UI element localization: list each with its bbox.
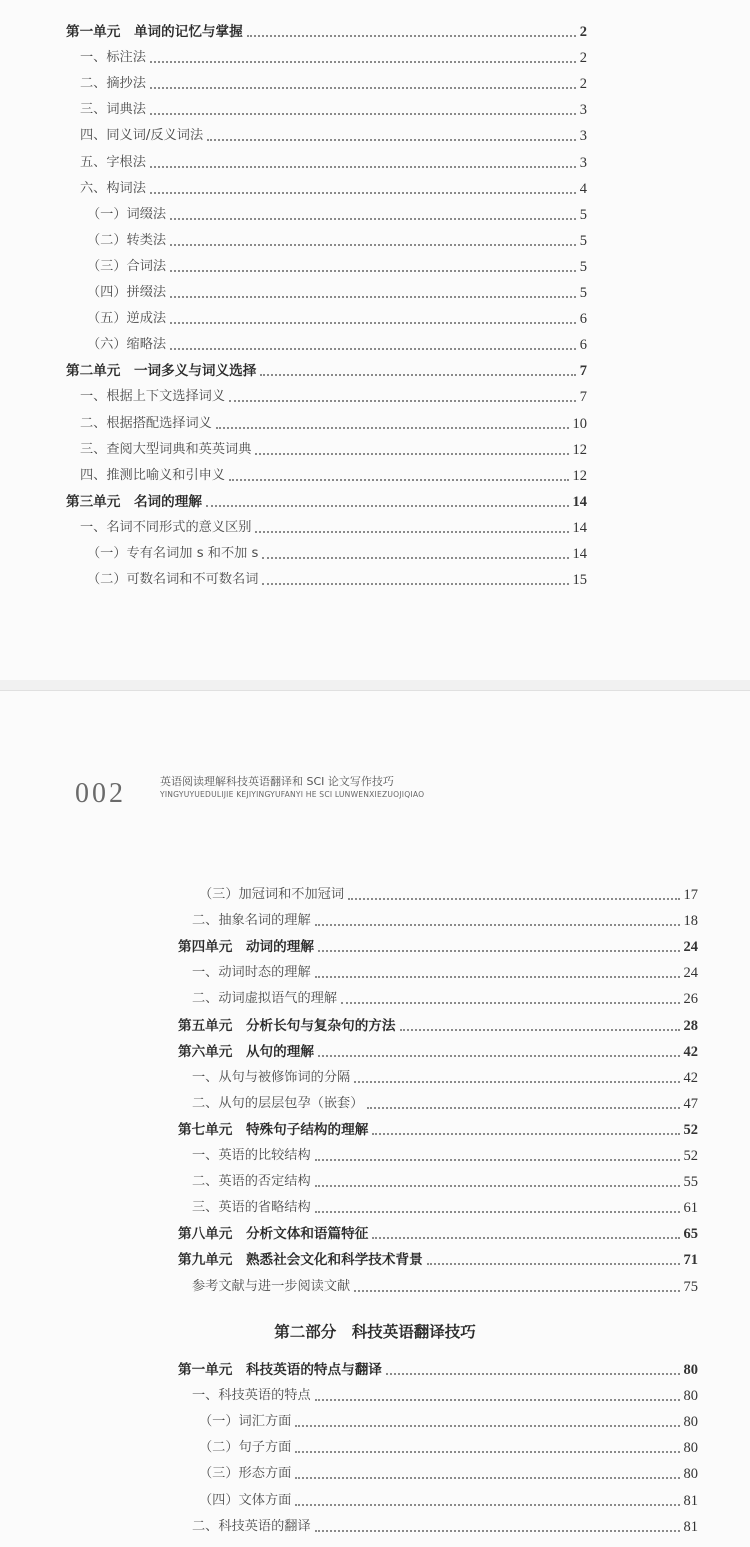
toc-entry — [66, 118, 587, 144]
toc-list-top — [66, 14, 587, 588]
toc-entry-page: 26 — [683, 991, 698, 1008]
toc-entry-label: 二、根据搭配选择词义 — [80, 415, 212, 431]
toc-leader-dots — [247, 34, 576, 37]
toc-entry-page: 52 — [683, 1121, 698, 1138]
toc-entry-page: 5 — [579, 232, 587, 249]
toc-entry-page: 7 — [579, 389, 587, 406]
toc-entry-label: 四、推测比喻义和引申义 — [80, 467, 226, 483]
toc-entry — [178, 1509, 698, 1535]
toc-leader-dots — [372, 1236, 679, 1239]
toc-entry — [66, 275, 587, 301]
toc-entry-label: 第七单元 特殊句子结构的理解 — [178, 1121, 369, 1138]
toc-leader-dots — [400, 1028, 680, 1031]
toc-leader-dots — [341, 1001, 679, 1004]
toc-entry — [66, 536, 587, 562]
toc-entry-page: 5 — [579, 206, 587, 223]
toc-entry-page: 55 — [683, 1174, 698, 1191]
toc-entry-page: 3 — [579, 102, 587, 119]
toc-entry-page: 6 — [579, 337, 587, 354]
toc-entry — [66, 14, 587, 40]
toc-leader-dots — [315, 1184, 680, 1187]
toc-entry — [178, 1164, 698, 1190]
toc-entry-label: （六）缩略法 — [87, 337, 167, 353]
toc-entry — [178, 1456, 698, 1482]
toc-entry — [178, 1034, 698, 1060]
toc-leader-dots — [170, 217, 576, 220]
toc-entry-page: 14 — [572, 519, 587, 536]
toc-entry-label: （一）词汇方面 — [199, 1414, 292, 1430]
toc-leader-dots — [295, 1424, 679, 1427]
toc-entry-page: 24 — [683, 965, 698, 982]
toc-entry-page: 3 — [579, 128, 587, 145]
toc-entry-label: 五、字根法 — [80, 154, 146, 170]
toc-entry-page: 2 — [579, 24, 587, 41]
toc-entry — [178, 1404, 698, 1430]
toc-leader-dots — [255, 452, 568, 455]
toc-list-bottom — [178, 877, 698, 1295]
toc-entry-label: 一、标注法 — [80, 50, 146, 66]
toc-leader-dots — [150, 60, 576, 63]
toc-entry-page: 71 — [683, 1252, 698, 1269]
toc-entry — [66, 301, 587, 327]
toc-entry-label: 第二单元 一词多义与词义选择 — [66, 363, 257, 380]
toc-leader-dots — [229, 478, 568, 481]
toc-entry-page: 12 — [572, 467, 587, 484]
toc-entry — [178, 1060, 698, 1086]
toc-leader-dots — [170, 321, 576, 324]
toc-entry-label: 第四单元 动词的理解 — [178, 939, 314, 956]
toc-entry — [66, 223, 587, 249]
toc-entry — [66, 144, 587, 170]
toc-leader-dots — [318, 949, 680, 952]
toc-entry — [178, 1482, 698, 1508]
toc-entry-page: 61 — [683, 1200, 698, 1217]
toc-entry-label: 第一单元 科技英语的特点与翻译 — [178, 1362, 382, 1379]
toc-leader-dots — [318, 1054, 680, 1057]
toc-entry-label: （二）可数名词和不可数名词 — [87, 572, 259, 588]
toc-entry-page: 47 — [683, 1095, 698, 1112]
toc-entry-page: 80 — [683, 1388, 698, 1405]
toc-entry-page: 18 — [683, 913, 698, 930]
toc-leader-dots — [295, 1503, 679, 1506]
toc-entry-label: （一）专有名词加 s 和不加 s — [87, 545, 259, 561]
toc-entry-label: 第三单元 名词的理解 — [66, 493, 202, 510]
toc-leader-dots — [170, 347, 576, 350]
toc-entry — [66, 405, 587, 431]
toc-entry — [66, 66, 587, 92]
toc-entry-page: 2 — [579, 76, 587, 93]
toc-leader-dots — [427, 1262, 680, 1265]
toc-list-part2 — [178, 1352, 698, 1535]
toc-leader-dots — [354, 1080, 679, 1083]
toc-leader-dots — [315, 975, 680, 978]
toc-leader-dots — [386, 1372, 680, 1375]
toc-leader-dots — [207, 138, 576, 141]
toc-entry — [66, 92, 587, 118]
toc-leader-dots — [150, 86, 576, 89]
toc-leader-dots — [150, 112, 576, 115]
toc-entry-label: （四）文体方面 — [199, 1492, 292, 1508]
toc-entry-label: 第五单元 分析长句与复杂句的方法 — [178, 1017, 396, 1034]
toc-entry — [66, 197, 587, 223]
toc-entry-page: 7 — [579, 363, 587, 380]
toc-entry — [178, 1216, 698, 1242]
toc-leader-dots — [295, 1450, 679, 1453]
toc-leader-dots — [260, 373, 575, 376]
toc-entry — [178, 877, 698, 903]
toc-entry-label: 一、根据上下文选择词义 — [80, 389, 226, 405]
toc-entry — [66, 353, 587, 379]
toc-leader-dots — [229, 399, 576, 402]
toc-entry — [178, 1430, 698, 1456]
toc-entry — [178, 1242, 698, 1268]
toc-entry-page: 14 — [572, 545, 587, 562]
toc-entry — [66, 510, 587, 536]
toc-leader-dots — [315, 1158, 680, 1161]
toc-entry-page: 80 — [683, 1440, 698, 1457]
toc-entry-page: 81 — [683, 1518, 698, 1535]
top-page — [0, 0, 750, 681]
toc-entry-label: （一）词缀法 — [87, 206, 167, 222]
toc-entry — [66, 40, 587, 66]
toc-entry-label: （四）拼缀法 — [87, 285, 167, 301]
toc-entry-label: 二、抽象名词的理解 — [192, 913, 311, 929]
toc-leader-dots — [295, 1476, 679, 1479]
toc-leader-dots — [315, 1529, 680, 1532]
toc-entry-page: 42 — [683, 1043, 698, 1060]
toc-entry-page: 65 — [683, 1226, 698, 1243]
header-book-pinyin: YINGYUYUEDULIJIE KEJIYINGYUFANYI HE SCI LUNWENXIEZUOJIQIAO — [160, 790, 425, 799]
toc-leader-dots — [150, 165, 576, 168]
toc-leader-dots — [170, 269, 576, 272]
header-book-title: 英语阅读理解科技英语翻译和 SCI 论文写作技巧 — [160, 775, 394, 788]
toc-entry — [178, 1352, 698, 1378]
toc-entry — [178, 1138, 698, 1164]
header-page-number: 002 — [75, 778, 126, 809]
toc-entry — [178, 1112, 698, 1138]
toc-entry — [66, 562, 587, 588]
toc-entry-label: 六、构词法 — [80, 180, 146, 196]
toc-entry — [178, 1190, 698, 1216]
toc-entry-label: 第八单元 分析文体和语篇特征 — [178, 1226, 369, 1243]
toc-entry — [178, 1378, 698, 1404]
toc-entry-label: （二）转类法 — [87, 232, 167, 248]
toc-leader-dots — [315, 1210, 680, 1213]
toc-entry-page: 17 — [683, 887, 698, 904]
toc-entry — [66, 458, 587, 484]
page-gap — [0, 680, 750, 690]
toc-entry-page: 12 — [572, 441, 587, 458]
toc-leader-dots — [150, 191, 576, 194]
toc-leader-dots — [315, 923, 680, 926]
toc-entry-label: 二、摘抄法 — [80, 76, 146, 92]
toc-leader-dots — [348, 897, 679, 900]
toc-entry-label: 一、从句与被修饰词的分隔 — [192, 1069, 351, 1085]
toc-entry — [66, 327, 587, 353]
toc-entry — [66, 249, 587, 275]
toc-entry — [178, 929, 698, 955]
toc-entry — [178, 955, 698, 981]
toc-leader-dots — [315, 1398, 680, 1401]
toc-leader-dots — [372, 1132, 679, 1135]
toc-entry-page: 28 — [683, 1017, 698, 1034]
toc-entry — [66, 171, 587, 197]
toc-leader-dots — [170, 243, 576, 246]
toc-entry-page: 80 — [683, 1466, 698, 1483]
toc-entry-label: （五）逆成法 — [87, 311, 167, 327]
toc-entry-label: 一、科技英语的特点 — [192, 1388, 311, 1404]
toc-entry-page: 81 — [683, 1492, 698, 1509]
toc-leader-dots — [255, 530, 568, 533]
toc-entry-page: 4 — [579, 180, 587, 197]
toc-entry-page: 80 — [683, 1414, 698, 1431]
toc-entry — [66, 432, 587, 458]
toc-entry-page: 52 — [683, 1148, 698, 1165]
toc-entry-label: 第六单元 从句的理解 — [178, 1043, 314, 1060]
toc-entry — [178, 1086, 698, 1112]
toc-entry-page: 3 — [579, 154, 587, 171]
toc-entry — [178, 981, 698, 1007]
toc-entry-label: （三）形态方面 — [199, 1466, 292, 1482]
toc-entry-page: 10 — [572, 415, 587, 432]
toc-entry — [178, 1268, 698, 1294]
toc-leader-dots — [206, 504, 569, 507]
toc-leader-dots — [354, 1289, 679, 1292]
toc-leader-dots — [216, 426, 569, 429]
toc-entry-page: 75 — [683, 1278, 698, 1295]
toc-entry-label: 三、词典法 — [80, 102, 146, 118]
toc-entry-label: 二、英语的否定结构 — [192, 1174, 311, 1190]
toc-entry — [178, 1007, 698, 1033]
toc-entry-page: 15 — [572, 572, 587, 589]
toc-leader-dots — [262, 556, 568, 559]
toc-entry-label: 第一单元 单词的记忆与掌握 — [66, 24, 243, 41]
toc-entry-label: 一、名词不同形式的意义区别 — [80, 519, 252, 535]
toc-entry-label: 三、英语的省略结构 — [192, 1200, 311, 1216]
toc-entry-label: 四、同义词/反义词法 — [80, 128, 204, 144]
toc-leader-dots — [262, 582, 568, 585]
toc-entry-label: （三）加冠词和不加冠词 — [199, 887, 345, 903]
toc-entry — [66, 484, 587, 510]
toc-entry-page: 24 — [683, 939, 698, 956]
toc-entry-label: 参考文献与进一步阅读文献 — [192, 1278, 351, 1294]
toc-entry-page: 2 — [579, 50, 587, 67]
toc-entry-label: 二、动词虚拟语气的理解 — [192, 991, 338, 1007]
toc-entry-label: 二、从句的层层包孕（嵌套） — [192, 1095, 364, 1111]
toc-leader-dots — [367, 1106, 679, 1109]
toc-entry-page: 5 — [579, 285, 587, 302]
toc-entry-page: 6 — [579, 311, 587, 328]
part-title: 第二部分 科技英语翻译技巧 — [274, 1323, 476, 1341]
toc-entry-label: 第九单元 熟悉社会文化和科学技术背景 — [178, 1252, 423, 1269]
toc-entry-label: 一、动词时态的理解 — [192, 965, 311, 981]
toc-entry — [178, 903, 698, 929]
toc-entry-label: （二）句子方面 — [199, 1440, 292, 1456]
toc-leader-dots — [170, 295, 576, 298]
toc-entry-page: 14 — [572, 493, 587, 510]
toc-entry-page: 80 — [683, 1362, 698, 1379]
toc-entry-label: 二、科技英语的翻译 — [192, 1518, 311, 1534]
toc-entry — [66, 379, 587, 405]
toc-entry-page: 5 — [579, 258, 587, 275]
toc-entry-page: 42 — [683, 1069, 698, 1086]
toc-entry-label: （三）合词法 — [87, 258, 167, 274]
toc-entry-label: 三、查阅大型词典和英英词典 — [80, 441, 252, 457]
toc-entry-label: 一、英语的比较结构 — [192, 1148, 311, 1164]
